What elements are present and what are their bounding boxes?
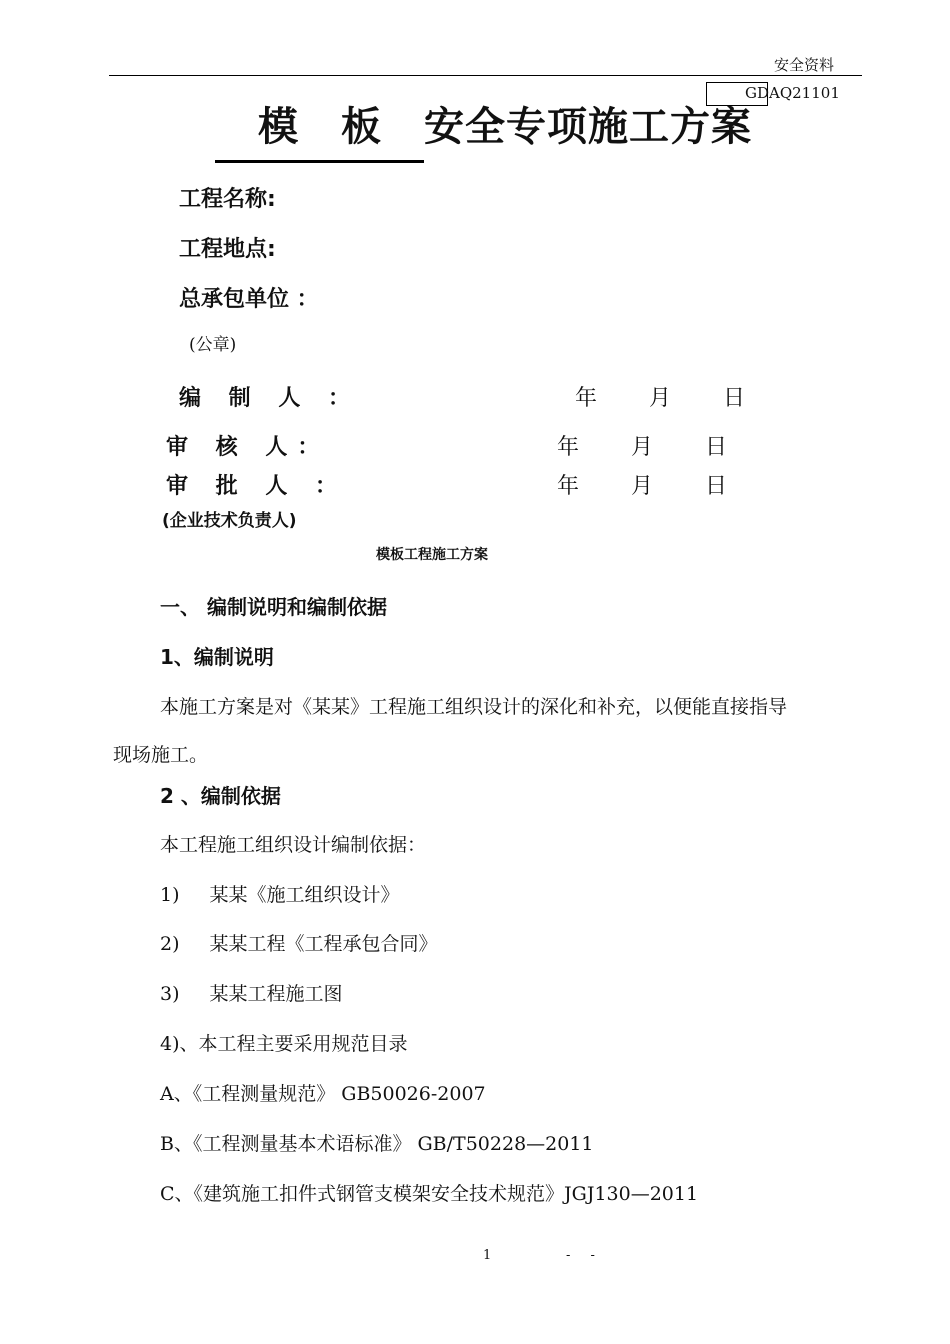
header-rule: [109, 75, 862, 76]
date-day: 日: [705, 474, 728, 499]
approver-note: (企业技术负责人): [162, 511, 297, 531]
compiler-date: [575, 381, 745, 412]
spec-item: B、《工程测量基本术语标准》 GB/T50228—2011: [160, 1133, 594, 1155]
date-year: 年: [557, 474, 580, 499]
list-item: [160, 880, 400, 907]
date-month: 月: [631, 435, 654, 460]
page-footer-dashes: - -: [566, 1248, 603, 1263]
date-year: 年: [575, 386, 598, 411]
paragraph-line-2: 现场施工。: [113, 744, 209, 766]
reviewer-label: 审 核 人：: [166, 435, 330, 460]
title-part-1: 模: [258, 104, 299, 150]
list-item-text: 某某《施工组织设计》: [209, 884, 400, 906]
list-item-text: 某某工程施工图: [209, 983, 343, 1005]
list-item-number: 3): [160, 983, 180, 1005]
seal-label: (公章): [189, 335, 237, 355]
date-day: 日: [705, 435, 728, 460]
approver-date: [557, 469, 727, 500]
date-month: 月: [631, 474, 654, 499]
list-item: [160, 929, 438, 956]
list-item: [160, 979, 343, 1006]
subsection-2-heading: 2 、编制依据: [160, 784, 281, 808]
header-label: 安全资料: [773, 56, 834, 74]
contractor-label: 总承包单位 ：: [179, 287, 319, 312]
date-year: 年: [557, 435, 580, 460]
list-item-number: 2): [160, 933, 180, 955]
spec-item: C、《建筑施工扣件式钢管支模架安全技术规范》JGJ130—2011: [160, 1183, 699, 1205]
cover-title: [258, 95, 752, 152]
project-location-label: 工程地点:: [179, 237, 276, 262]
approver-label: 审 批 人 ：: [166, 474, 347, 499]
basis-intro: 本工程施工组织设计编制依据：: [160, 834, 427, 856]
date-day: 日: [723, 386, 746, 411]
document-code: GDAQ21101: [745, 84, 840, 102]
spec-heading: 4)、本工程主要采用规范目录: [160, 1033, 408, 1055]
list-item-text: 某某工程《工程承包合同》: [209, 933, 438, 955]
list-item-number: 1): [160, 884, 180, 906]
compiler-label: 编 制 人 ：: [179, 386, 360, 411]
date-month: 月: [649, 386, 672, 411]
section-1-heading: 一、 编制说明和编制依据: [160, 595, 387, 619]
paragraph-line-1: 本施工方案是对《某某》工程施工组织设计的深化和补充，以便能直接指导: [160, 696, 788, 718]
reviewer-date: [557, 430, 727, 461]
title-part-3: 安全专项施工方案: [424, 104, 752, 150]
subsection-1-heading: 1、编制说明: [160, 645, 274, 669]
project-name-label: 工程名称:: [179, 187, 276, 212]
title-part-2: 板: [341, 104, 382, 150]
document-title: 模板工程施工方案: [376, 547, 488, 563]
spec-item: A、《工程测量规范》 GB50026-2007: [160, 1083, 486, 1105]
title-underline: [215, 160, 424, 163]
page-number: 1: [483, 1248, 492, 1263]
